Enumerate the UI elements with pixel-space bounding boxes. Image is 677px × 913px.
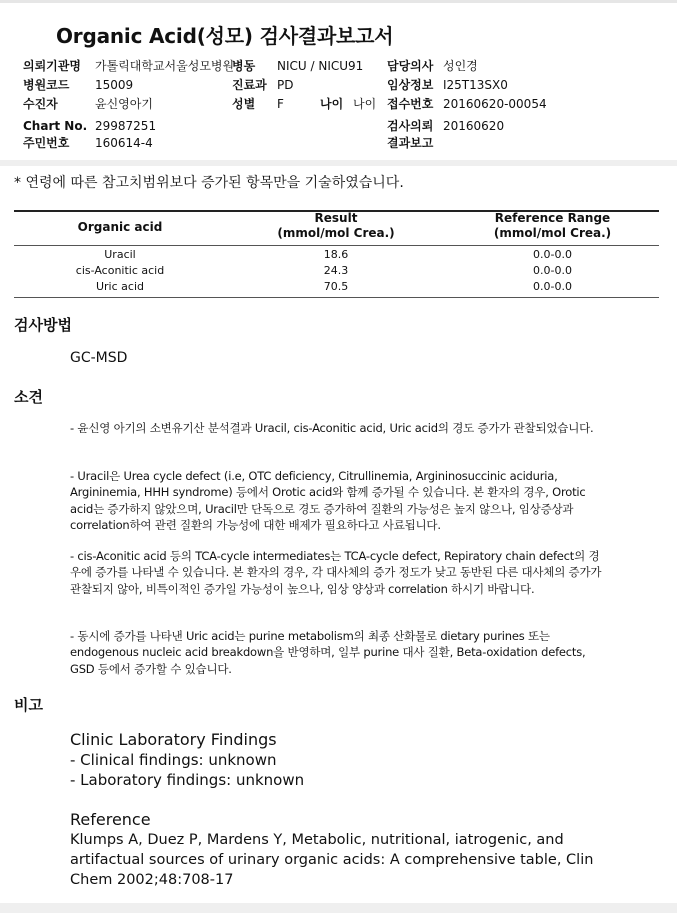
header-organic-acid: Organic acid [77, 220, 163, 234]
remarks-heading: 비고 [14, 696, 43, 714]
dept-label: 진료과 [232, 78, 267, 92]
ward-label: 병동 [232, 59, 256, 73]
id-value: 160614-4 [95, 136, 153, 150]
report-title: Organic Acid(성모) 검사결과보고서 [56, 24, 394, 48]
hospital-code-label: 병원코드 [23, 78, 70, 92]
finding-paragraph: - 윤신영 아기의 소변유기산 분석결과 Uracil, cis-Aconitic acid, Uric acid의 경도 증가가 관찰되었습니다. [70, 421, 594, 435]
sex-label: 성별 [232, 97, 256, 111]
request-value: 20160620 [443, 119, 505, 133]
method-heading: 검사방법 [14, 316, 72, 334]
receipt-value: 20160620-00054 [443, 97, 547, 111]
reference-text: Klumps A, Duez P, Mardens Y, Metabolic, nutritional, iatrogenic, and artifactual sources of urinary organic acids: A comprehensive table, Clin Chem 2002;48:708-17 [70, 832, 594, 888]
receipt-label: 접수번호 [387, 97, 434, 111]
report-label: 결과보고 [387, 136, 434, 150]
doctor-label: 담당의사 [387, 59, 434, 73]
bottom-divider [0, 903, 677, 913]
age-value: 나이 [353, 97, 377, 111]
header-result: Result (mmol/mol Crea.) [277, 211, 395, 240]
finding-paragraph: - 동시에 증가를 나타낸 Uric acid는 purine metabolism의 최종 산화물로 dietary purines 또는 endogenous nucleic acid breakdown을 반영하며, 일부 purine 대사 질환, Beta-oxidation defects, GSD 등에서 증가할 수 있습니다. [70, 629, 586, 676]
finding-paragraph: - Uracil은 Urea cycle defect (i.e, OTC deficiency, Citrullinemia, Argininosuccinic aciduria, Argininemia, HHH syndrome) 등에서 Orotic acid와 함께 증가될 수 있습니다. 본 환자의 경우, Orotic acid는 증가하지 않았으며, Uracil만 단독으로 경도 증가하여 질환의 가능성은 높지 않으나, 임상증상과 correlation하여 관련 질환의 가능성에 대한 배제가 필요하다고 사료됩니다. [70, 469, 586, 532]
laboratory-findings: - Laboratory findings: unknown [70, 771, 305, 789]
hospital-code-value: 15009 [95, 78, 134, 92]
ward-value: NICU / NICU91 [277, 59, 364, 73]
institution-label: 의뢰기관명 [23, 59, 81, 73]
chart-label: Chart No. [23, 119, 88, 133]
dept-value: PD [277, 78, 294, 92]
reference-heading: Reference [70, 810, 151, 829]
doctor-value: 성인경 [443, 59, 478, 73]
findings-heading: 소견 [14, 388, 43, 406]
section-divider [0, 160, 677, 166]
age-label: 나이 [320, 97, 344, 111]
clinic-findings-heading: Clinic Laboratory Findings [70, 730, 277, 749]
patient-label: 수진자 [23, 97, 58, 111]
finding-paragraph: - cis-Aconitic acid 등의 TCA-cycle intermediates는 TCA-cycle defect, Repiratory chain defect의 경우에 증가를 나타낼 수 있습니다. 본 환자의 경우, 각 대사체의 증가 정도가 낮고 동반된 다른 대사체의 증가가 관찰되지 않아, 비특이적인 증가일 가능성이 높으나, 임상 양상과 correlation 하시기 바랍니다. [70, 549, 602, 596]
method-value: GC-MSD [70, 350, 128, 366]
clinical-info-value: I25T13SX0 [443, 78, 508, 92]
note-text: * 연령에 따른 참고치범위보다 증가된 항목만을 기술하였습니다. [14, 175, 404, 191]
header-reference-range: Reference Range (mmol/mol Crea.) [493, 211, 612, 240]
table-header-rule [14, 245, 659, 246]
request-label: 검사의뢰 [387, 119, 434, 133]
table-bottom-rule [14, 297, 659, 298]
clinical-info-label: 임상정보 [387, 78, 434, 92]
sex-value: F [277, 97, 284, 111]
id-label: 주민번호 [23, 136, 70, 150]
clinical-findings: - Clinical findings: unknown [70, 751, 277, 769]
top-border [0, 0, 677, 3]
patient-value: 윤신영아기 [95, 97, 153, 111]
chart-value: 29987251 [95, 119, 157, 133]
institution-value: 가톨릭대학교서울성모병원 [95, 59, 235, 73]
